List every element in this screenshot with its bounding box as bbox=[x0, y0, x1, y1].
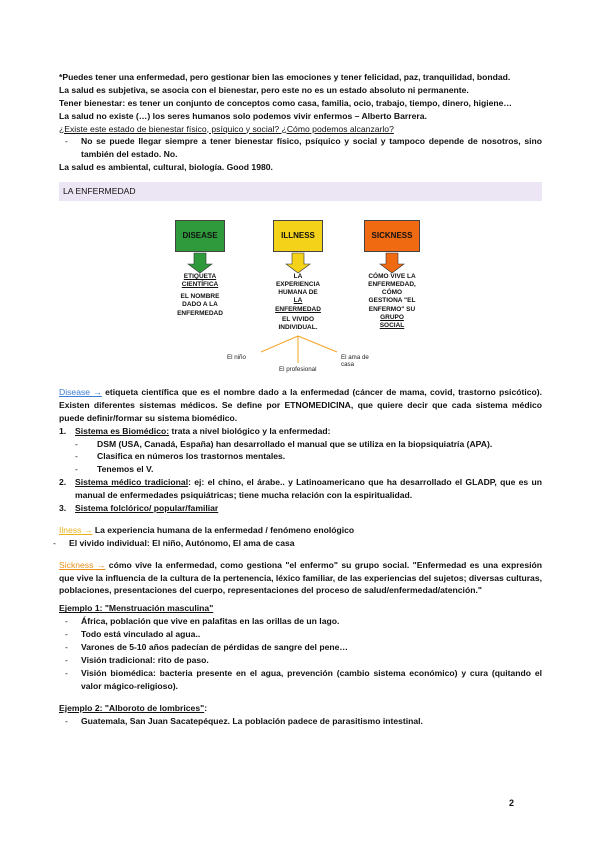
disease-illness-sickness-diagram bbox=[59, 213, 542, 381]
illness-text-4: LA bbox=[293, 297, 303, 305]
sickness-text-2: ENFERMEDAD, bbox=[368, 281, 416, 289]
illness-text-5: ENFERMEDAD bbox=[275, 305, 321, 313]
example-2-item-1: Guatemala, San Juan Sacatepéquez. La población padece de parasitismo intestinal. bbox=[81, 715, 423, 726]
dash-mark: - bbox=[65, 136, 68, 147]
connector-left bbox=[261, 336, 298, 352]
example-1-item bbox=[59, 628, 542, 641]
sickness-definition-text: cómo vive la enfermedad, como gestiona "el enfermo" su grupo social. "Enfermedad es una expresión que vive la influencia de la cultura de la pertenencia, léxico familiar, de las experiencias del sujetos; diversas culturas, poblaciones, presentaciones del cuerpo, representaciones del proceso de salud/enfermedad/atención." bbox=[59, 559, 542, 596]
example-1-title: Ejemplo 1: "Menstruación masculina" bbox=[59, 603, 214, 614]
intro-answer bbox=[59, 135, 542, 161]
example-1-item-4: Visión tradicional: rito de paso. bbox=[81, 654, 209, 665]
illness-text-2: EXPERIENCIA bbox=[275, 281, 321, 289]
disease-text-5: ENFERMEDAD bbox=[177, 309, 223, 317]
disease-text-2: CIENTÍFICA bbox=[181, 281, 219, 289]
system-3-number: 3. bbox=[59, 503, 67, 514]
example-1-item-1: África, población que vive en palafitas en las orillas de un lago. bbox=[81, 616, 340, 627]
illness-description bbox=[258, 273, 338, 332]
system-1-item-b-text: Clasifica en números los trastornos mentales. bbox=[97, 451, 286, 462]
dash-mark: - bbox=[53, 537, 56, 548]
disease-term: Disease → bbox=[59, 387, 102, 398]
sickness-description bbox=[353, 273, 431, 330]
document-page bbox=[53, 71, 543, 727]
illness-label: ILLNESS bbox=[281, 231, 315, 241]
dash-mark: - bbox=[65, 667, 68, 678]
example-2-heading bbox=[59, 702, 542, 715]
sickness-text-1: CÓMO VIVE LA bbox=[368, 273, 416, 281]
system-1 bbox=[59, 425, 542, 438]
system-1-item-b bbox=[59, 450, 542, 463]
dash-mark: - bbox=[65, 654, 68, 665]
disease-text-3: EL NOMBRE bbox=[180, 293, 220, 301]
system-1-title: Sistema es Biomédico: bbox=[75, 425, 170, 436]
system-1-number: 1. bbox=[59, 425, 67, 436]
system-1-item-c-text: Tenemos el V. bbox=[97, 464, 154, 475]
dash-mark: - bbox=[75, 451, 78, 462]
intro-line-1: *Puedes tener una enfermedad, pero gestionar bien las emociones y tener felicidad, paz, tranquilidad, bondad. bbox=[59, 72, 511, 82]
dash-mark: - bbox=[65, 715, 68, 726]
system-1-item-a bbox=[59, 438, 542, 451]
dash-mark: - bbox=[65, 642, 68, 653]
illness-term: Ilness → bbox=[59, 524, 93, 535]
intro-line-2: La salud es subjetiva, se asocia con el bienestar, pero este no es un estado absoluto ni permanente. bbox=[59, 84, 469, 95]
section-title: LA ENFERMEDAD bbox=[63, 186, 136, 197]
sickness-text-7: SOCIAL bbox=[379, 321, 405, 329]
dash-mark: - bbox=[65, 629, 68, 640]
disease-arrow bbox=[188, 253, 212, 273]
illness-text-7: INDIVIDUAL. bbox=[278, 323, 318, 331]
illness-sub-text: El vivido individual: El niño, Autónomo, El ama de casa bbox=[69, 537, 295, 548]
system-2-number: 2. bbox=[59, 477, 67, 488]
illness-text-3: HUMANA DE bbox=[278, 289, 318, 297]
sickness-text-3: CÓMO bbox=[381, 289, 403, 297]
system-3-title: Sistema folclórico/ popular/familiar bbox=[75, 503, 219, 514]
disease-label: DISEASE bbox=[182, 231, 218, 241]
dash-mark: - bbox=[75, 464, 78, 475]
system-1-item-c bbox=[59, 463, 542, 476]
illness-text-1: LA bbox=[293, 273, 303, 281]
system-2 bbox=[59, 476, 542, 502]
label-profesional: El profesional bbox=[279, 366, 317, 374]
example-1-item bbox=[59, 667, 542, 693]
label-ama-de-casa-1: El ama de bbox=[341, 354, 369, 362]
section-heading bbox=[59, 182, 542, 201]
example-2-item bbox=[59, 715, 542, 728]
example-1-item bbox=[59, 615, 542, 628]
intro-line-4: La salud no existe (…) los seres humanos solo podemos vivir enfermos – Alberto Barrera. bbox=[59, 110, 427, 121]
example-1-item-3: Varones de 5-10 años padecían de pérdidas de sangre del pene… bbox=[81, 642, 348, 653]
sickness-term: Sickness → bbox=[59, 559, 106, 570]
label-ama-de-casa bbox=[341, 354, 369, 369]
sickness-arrow bbox=[380, 253, 404, 273]
disease-description bbox=[163, 273, 237, 318]
system-3 bbox=[59, 502, 542, 515]
example-2-colon: : bbox=[204, 702, 208, 713]
example-2-title: Ejemplo 2: "Alboroto de lombrices" bbox=[59, 702, 205, 713]
intro-line-3: Tener bienestar: es tener un conjunto de conceptos como casa, familia, ocio, trabajo, tiempo, dinero, higiene… bbox=[59, 97, 513, 108]
sickness-text-6: GRUPO bbox=[380, 313, 404, 321]
page-number: 2 bbox=[509, 798, 515, 808]
sickness-label: SICKNESS bbox=[371, 231, 413, 241]
label-ama-de-casa-2: casa bbox=[341, 361, 355, 369]
system-1-item-a-text: DSM (USA, Canadá, España) han desarrollado el manual que se utiliza en la biopsiquiatría (APA). bbox=[97, 438, 493, 449]
illness-arrow bbox=[286, 253, 310, 273]
disease-text-4: DADO A LA bbox=[182, 301, 218, 309]
connector-right bbox=[298, 336, 337, 352]
illness-definition bbox=[59, 524, 542, 537]
example-1-item bbox=[59, 654, 542, 667]
intro-question: ¿Existe este estado de bienestar físico, psíquico y social? ¿Cómo podemos alcanzarlo? bbox=[59, 123, 394, 134]
dash-mark: - bbox=[75, 438, 78, 449]
label-nino: El niño bbox=[227, 354, 246, 362]
example-1-item-5: Visión biomédica: bacteria presente en el agua, prevención (cambio sistema económico) y cura (quitando el valor mágico-religioso). bbox=[81, 667, 542, 691]
dash-mark: - bbox=[65, 616, 68, 627]
illness-text-6: EL VIVIDO bbox=[281, 315, 315, 323]
system-2-title: Sistema médico tradicional bbox=[75, 477, 189, 488]
disease-text-1: ETIQUETA bbox=[183, 273, 217, 281]
system-2-text: : ej: el chino, el árabe.. y Latinoamericano que ha desarrollado el GLADP, que es un manual de enfermedades psiquiátricas; tiene mucha relación con la espiritualidad. bbox=[75, 477, 543, 501]
disease-definition-text: etiqueta científica que es el nombre dado a la enfermedad (cáncer de mama, covid, trastorno psicótico). Existen diferentes sistemas médicos. Se define por ETNOMEDICINA, que quiere decir que cada sistema médico puede definir/formar su sistema biomédico. bbox=[59, 387, 543, 423]
disease-definition bbox=[59, 386, 542, 425]
intro-line-7: La salud es ambiental, cultural, biología. Good 1980. bbox=[59, 162, 273, 173]
example-1-item-2: Todo está vinculado al agua.. bbox=[81, 629, 201, 640]
illness-sub bbox=[47, 537, 542, 550]
sickness-definition bbox=[59, 559, 542, 598]
illness-definition-text: La experiencia humana de la enfermedad / fenómeno enológico bbox=[92, 524, 355, 535]
intro-answer-text: No se puede llegar siempre a tener bienestar físico, psíquico y social y tampoco depende de nosotros, sino también del estado. No. bbox=[81, 136, 542, 160]
system-1-text: trata a nivel biológico y la enfermedad: bbox=[169, 425, 331, 436]
sickness-text-4: GESTIONA "EL bbox=[368, 297, 416, 305]
example-1-item bbox=[59, 641, 542, 654]
sickness-text-5: ENFERMO" SU bbox=[368, 305, 416, 313]
